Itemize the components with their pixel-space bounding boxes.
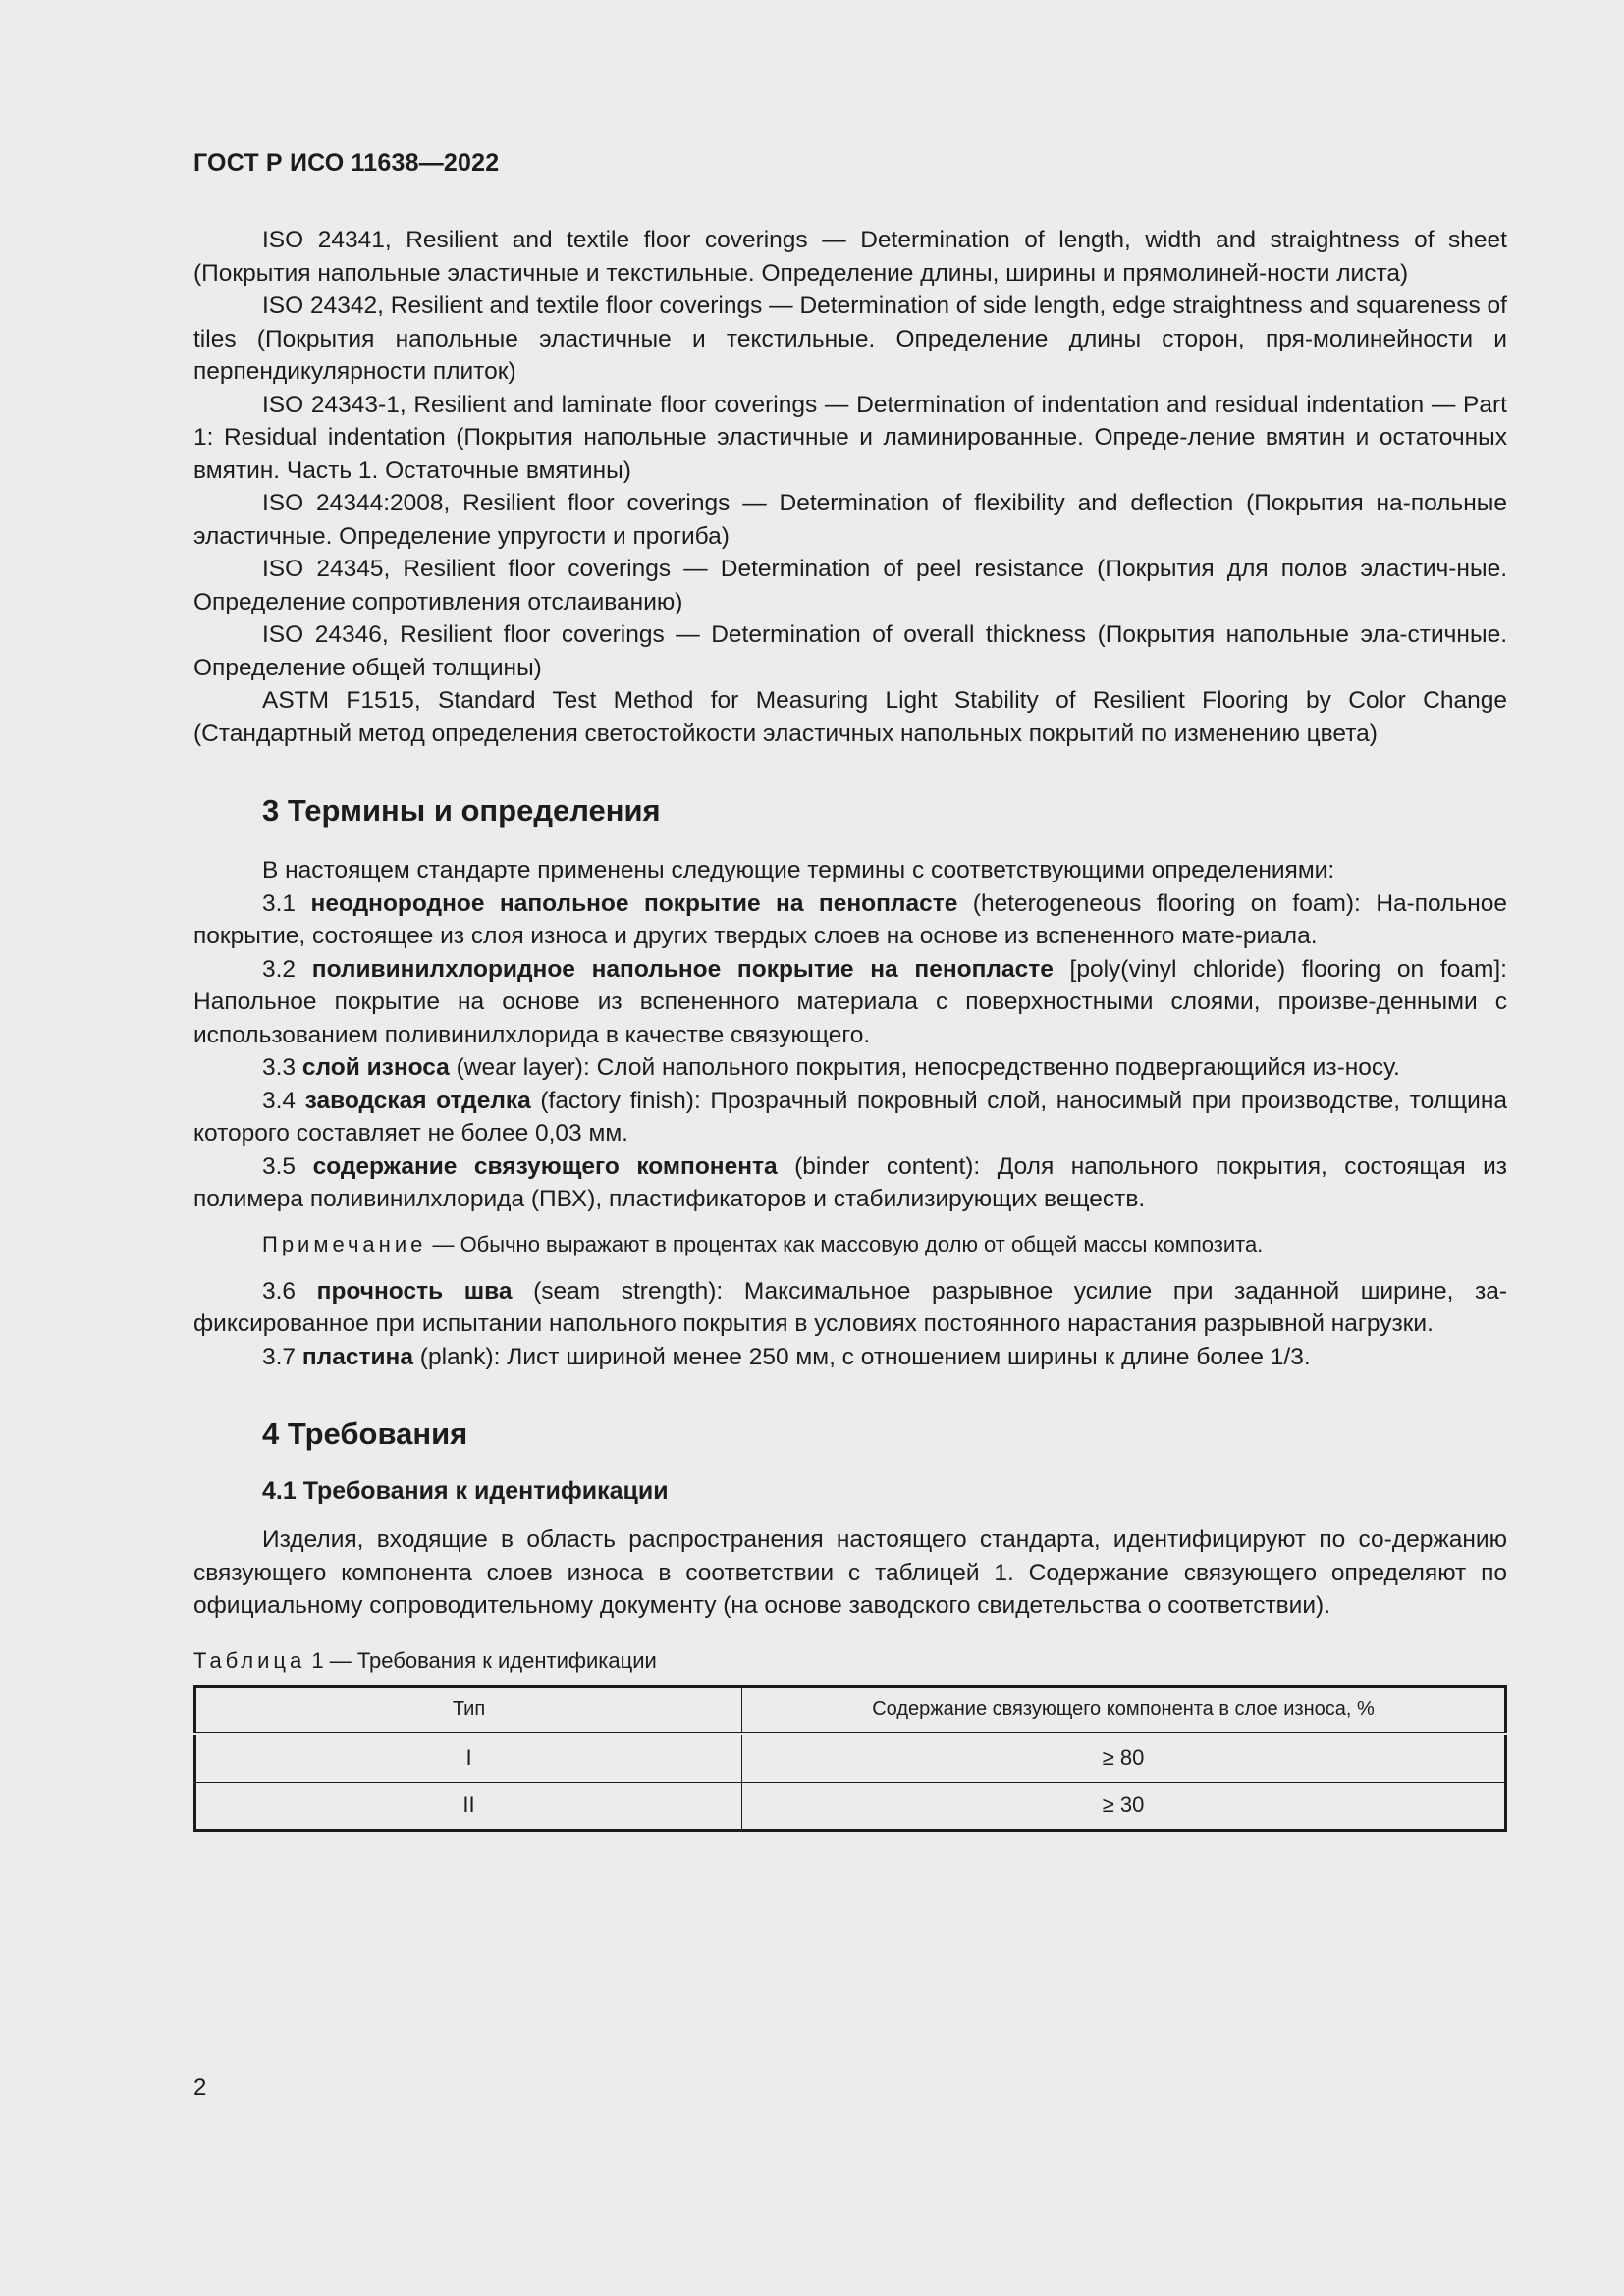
term-3-5 (193, 1150, 1507, 1216)
document-header: ГОСТ Р ИСО 11638—2022 (193, 149, 500, 177)
term-name: прочность шва (316, 1277, 513, 1305)
page-number: 2 (193, 2074, 207, 2101)
term-3-6 (193, 1275, 1507, 1341)
reference-item: ISO 24341, Resilient and textile floor coverings — Determination of length, width and straightness of sheet (Покрытия напольные эластичные и текстильные. Определение длины, ширины и прямолиней-ности листа) (193, 227, 1507, 287)
term-3-7 (193, 1341, 1507, 1374)
table-header-cell: Содержание связующего компонента в слое износа, % (742, 1686, 1506, 1734)
term-number: 3.1 (262, 889, 297, 917)
section-4-heading: 4 Требования (262, 1416, 468, 1451)
term-number: 3.2 (262, 955, 297, 983)
term-definition: (seam strength): Максимальное разрывное усилие при заданной ширине, за-фиксированное при испытании напольного покрытия в условиях постоянного нарастания разрывной нагрузки. (193, 1277, 1507, 1337)
term-definition: (plank): Лист шириной менее 250 мм, с отношением ширины к длине более 1/3. (412, 1343, 1311, 1370)
term-3-4 (193, 1085, 1507, 1150)
table-cell: I (195, 1734, 742, 1783)
table-cell: ≥ 30 (742, 1782, 1506, 1830)
term-definition: (binder content): Доля напольного покрытия, состоящая из полимера поливинилхлорида (ПВХ), пластификаторов и стабилизирующих веществ. (193, 1152, 1508, 1212)
note-label: Примечание (262, 1231, 427, 1256)
section-3-intro: В настоящем стандарте применены следующие термины с соответствующими определениями: (262, 857, 1335, 883)
table-cell: II (462, 1792, 475, 1817)
note (262, 1230, 1507, 1259)
note-text: — Обычно выражают в процентах как массовую долю от общей массы композита. (426, 1231, 1264, 1256)
term-name: пластина (301, 1343, 413, 1370)
term-number: 3.4 (262, 1087, 297, 1114)
section-3-heading: 3 Термины и определения (262, 793, 661, 828)
term-number: 3.5 (262, 1152, 297, 1180)
term-name: неоднородное напольное покрытие на пенопласте (310, 889, 958, 917)
table-caption (193, 1648, 1507, 1674)
term-name: содержание связующего компонента (312, 1152, 778, 1180)
reference-item: ISO 24342, Resilient and textile floor coverings — Determination of side length, edge straightness and squareness of tiles (Покрытия напольные эластичные и текстильные. Определение длины сторон, пря-молинейности и перпендикулярности плиток) (193, 293, 1507, 385)
section-4-1-paragraph: Изделия, входящие в область распространения настоящего стандарта, идентифицируют по со-держанию связующего компонента слоев износа в соответствии с таблицей 1. Содержание связующего определяют по официальному сопроводительному документу (на основе заводского свидетельства о соответствии). (193, 1526, 1507, 1619)
reference-item: ASTM F1515, Standard Test Method for Measuring Light Stability of Resilient Flooring by Color Change (Стандартный метод определения светостойкости эластичных напольных покрытий по изменению цвета) (193, 687, 1507, 747)
term-3-3 (193, 1051, 1507, 1085)
table-row (195, 1782, 1506, 1830)
term-3-2 (193, 953, 1507, 1052)
term-number: 3.7 (262, 1343, 297, 1370)
term-name: поливинилхлоридное напольное покрытие на пенопласте (311, 955, 1054, 983)
table-header-row (195, 1686, 1506, 1734)
identification-table (193, 1685, 1507, 1832)
term-name: слой износа (301, 1054, 450, 1081)
reference-item: ISO 24343-1, Resilient and laminate floor coverings — Determination of indentation and residual indentation — Part 1: Residual indentation (Покрытия напольные эластичные и ламинированные. Опреде-ление вмятин и остаточных вмятин. Часть 1. Остаточные вмятины) (193, 391, 1507, 484)
term-definition: [poly(vinyl chloride) flooring on foam]: Напольное покрытие на основе из вспененного материала с поверхностными слоями, произве-денными с использованием поливинилхлорида в качестве связующего. (193, 955, 1507, 1048)
page-content (193, 224, 1507, 1832)
term-3-1 (193, 887, 1507, 953)
reference-item: ISO 24345, Resilient floor coverings — Determination of peel resistance (Покрытия для полов эластич-ные. Определение сопротивления отслаиванию) (193, 556, 1507, 615)
table-cell: ≥ 80 (742, 1734, 1506, 1783)
term-definition: (wear layer): Слой напольного покрытия, непосредственно подвергающийся из-носу. (449, 1054, 1400, 1081)
term-definition: (heterogeneous flooring on foam): На-польное покрытие, состоящее из слоя износа и других твердых слоев на основе из вспененного мате-риала. (193, 889, 1507, 949)
reference-item: ISO 24346, Resilient floor coverings — Determination of overall thickness (Покрытия напольные эла-стичные. Определение общей толщины) (193, 621, 1507, 681)
reference-item: ISO 24344:2008, Resilient floor coverings — Determination of flexibility and deflection (Покрытия на-польные эластичные. Определение упругости и прогиба) (193, 490, 1507, 550)
section-4-1-heading: 4.1 Требования к идентификации (262, 1477, 669, 1505)
table-header-cell: Тип (195, 1686, 742, 1734)
term-name: заводская отделка (304, 1087, 531, 1114)
term-number: 3.3 (262, 1054, 297, 1081)
term-number: 3.6 (262, 1277, 297, 1305)
table-title: 1 — Требования к идентификации (305, 1647, 657, 1673)
table-label: Таблица (193, 1647, 306, 1673)
term-definition: (factory finish): Прозрачный покровный слой, наносимый при производстве, толщина которого составляет не более 0,03 мм. (193, 1087, 1507, 1147)
table-row (195, 1734, 1506, 1783)
